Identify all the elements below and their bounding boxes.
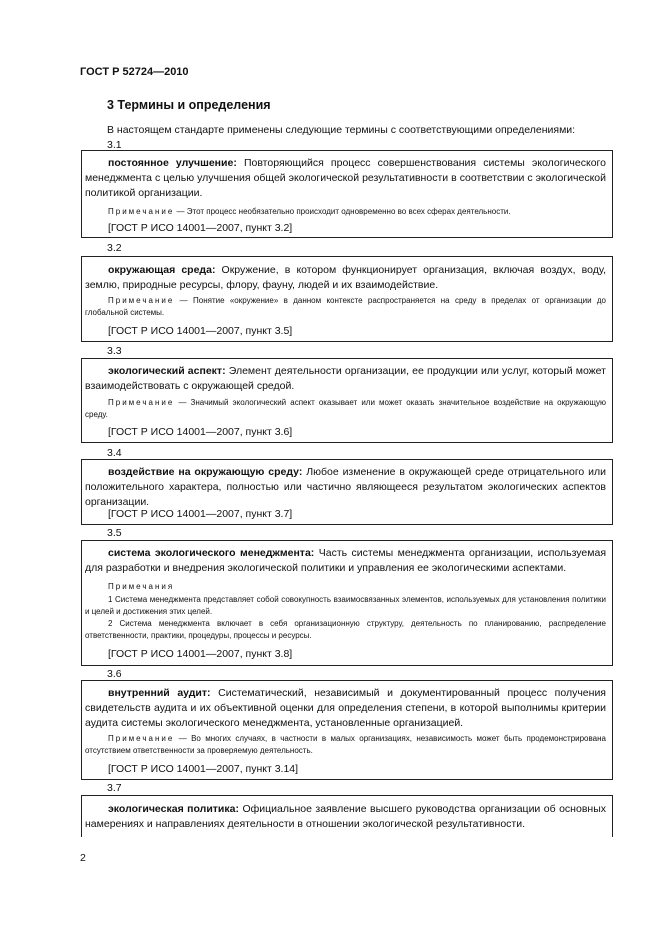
definition-text: Повторяющийся процесс совершенствования системы экологического менеджмента с целью улучшения общей экологической результативности в соответствии с экологической политикой организации. [85,157,606,199]
term-note-2: 2 Система менеджмента включает в себя организационную структуру, деятельность по планированию, распределение ответственности, практики, процедуры, процессы и ресурсы. [85,619,606,640]
term-note [85,295,606,319]
term-source: [ГОСТ Р ИСО 14001—2007, пункт 3.5] [108,325,293,337]
note-label: Примечание [108,398,175,407]
note-text: — Этот процесс необязательно происходит одновременно во всех сферах деятельности. [176,207,511,216]
note-label: Примечание [108,207,175,216]
note-text: — Значимый экологический аспект оказывает или может оказать значительное воздействие на окружающую среду. [85,398,606,419]
term-number: 3.4 [107,447,122,459]
term-notes-label [85,581,606,593]
term-box [81,358,613,443]
definition-text: Официальное заявление высшего руководства организации об основных намерениях и направлениях деятельности в отношении экологической результативности. [85,803,606,830]
note-label: Примечание [108,734,175,743]
section-title: 3 Термины и определения [107,98,271,112]
term-name: экологическая политика: [108,803,239,815]
term-box [81,795,613,837]
note-text: — Во многих случаях, в частности в малых организациях, независимость может быть продемонстрирована отсутствием ответственности за проверяемую деятельность. [85,734,606,755]
term-name: система экологического менеджмента: [108,547,315,559]
term-source: [ГОСТ Р ИСО 14001—2007, пункт 3.6] [108,426,293,438]
notes-label: Примечания [108,582,175,591]
definition-text: Любое изменение в окружающей среде отрицательного или положительного характера, полностью или частично являющееся результатом экологических аспектов организации. [85,466,607,508]
term-number: 3.7 [107,782,122,794]
term-definition [85,156,606,201]
section-intro: В настоящем стандарте применены следующие термины с соответствующими определениями: [107,124,576,136]
definition-text: Часть системы менеджмента организации, используемая для разработки и внедрения экологической политики и управления ее экологическими аспектами. [85,547,607,574]
term-number: 3.5 [107,527,122,539]
term-note-1: 1 Система менеджмента представляет собой совокупность взаимосвязанных элементов, используемых для установления политики и целей и достижения этих целей. [85,595,606,616]
term-source: [ГОСТ Р ИСО 14001—2007, пункт 3.8] [108,648,293,660]
term-source: [ГОСТ Р ИСО 14001—2007, пункт 3.7] [108,508,293,520]
term-name: экологический аспект: [108,365,226,377]
term-number: 3.2 [107,242,122,254]
term-note [85,733,606,757]
standard-id: ГОСТ Р 52724—2010 [80,66,189,78]
term-definition [85,802,606,832]
term-source: [ГОСТ Р ИСО 14001—2007, пункт 3.2] [108,222,293,234]
term-number: 3.6 [107,668,122,680]
term-box [81,540,613,666]
term-box [81,256,613,342]
term-source: [ГОСТ Р ИСО 14001—2007, пункт 3.14] [108,763,299,775]
term-name: постоянное улучшение: [108,157,237,169]
definition-text: Систематический, независимый и документированный процесс получения свидетельств аудита и их объективной оценки для определения степени, в которой выполнимы критерии аудита системы экологического менеджмента, установленные организацией. [85,687,606,729]
term-box [81,150,613,238]
page-number: 2 [80,852,86,864]
term-box [81,459,613,525]
term-number: 3.3 [107,345,122,357]
term-definition [85,546,606,576]
note-text: — Понятие «окружение» в данном контексте распространяется на среду в пределах от организации до глобальной системы. [85,296,606,317]
term-box [81,680,613,780]
definition-text: Элемент деятельности организации, ее продукции или услуг, который может взаимодействовать с окружающей средой. [85,365,606,392]
term-name: окружающая среда: [108,264,216,276]
term-name: внутренний аудит: [108,687,211,699]
term-definition [85,364,606,394]
definition-text: Окружение, в котором функционирует организация, включая воздух, воду, землю, природные ресурсы, флору, фауну, людей и их взаимодействие. [85,264,606,291]
term-definition [85,465,606,510]
term-definition [85,686,606,731]
term-definition [85,263,606,293]
term-note [85,397,606,421]
note-label: Примечание [108,296,175,305]
term-number: 3.1 [107,139,122,151]
term-name: воздействие на окружающую среду: [108,466,303,478]
term-note [85,206,606,218]
